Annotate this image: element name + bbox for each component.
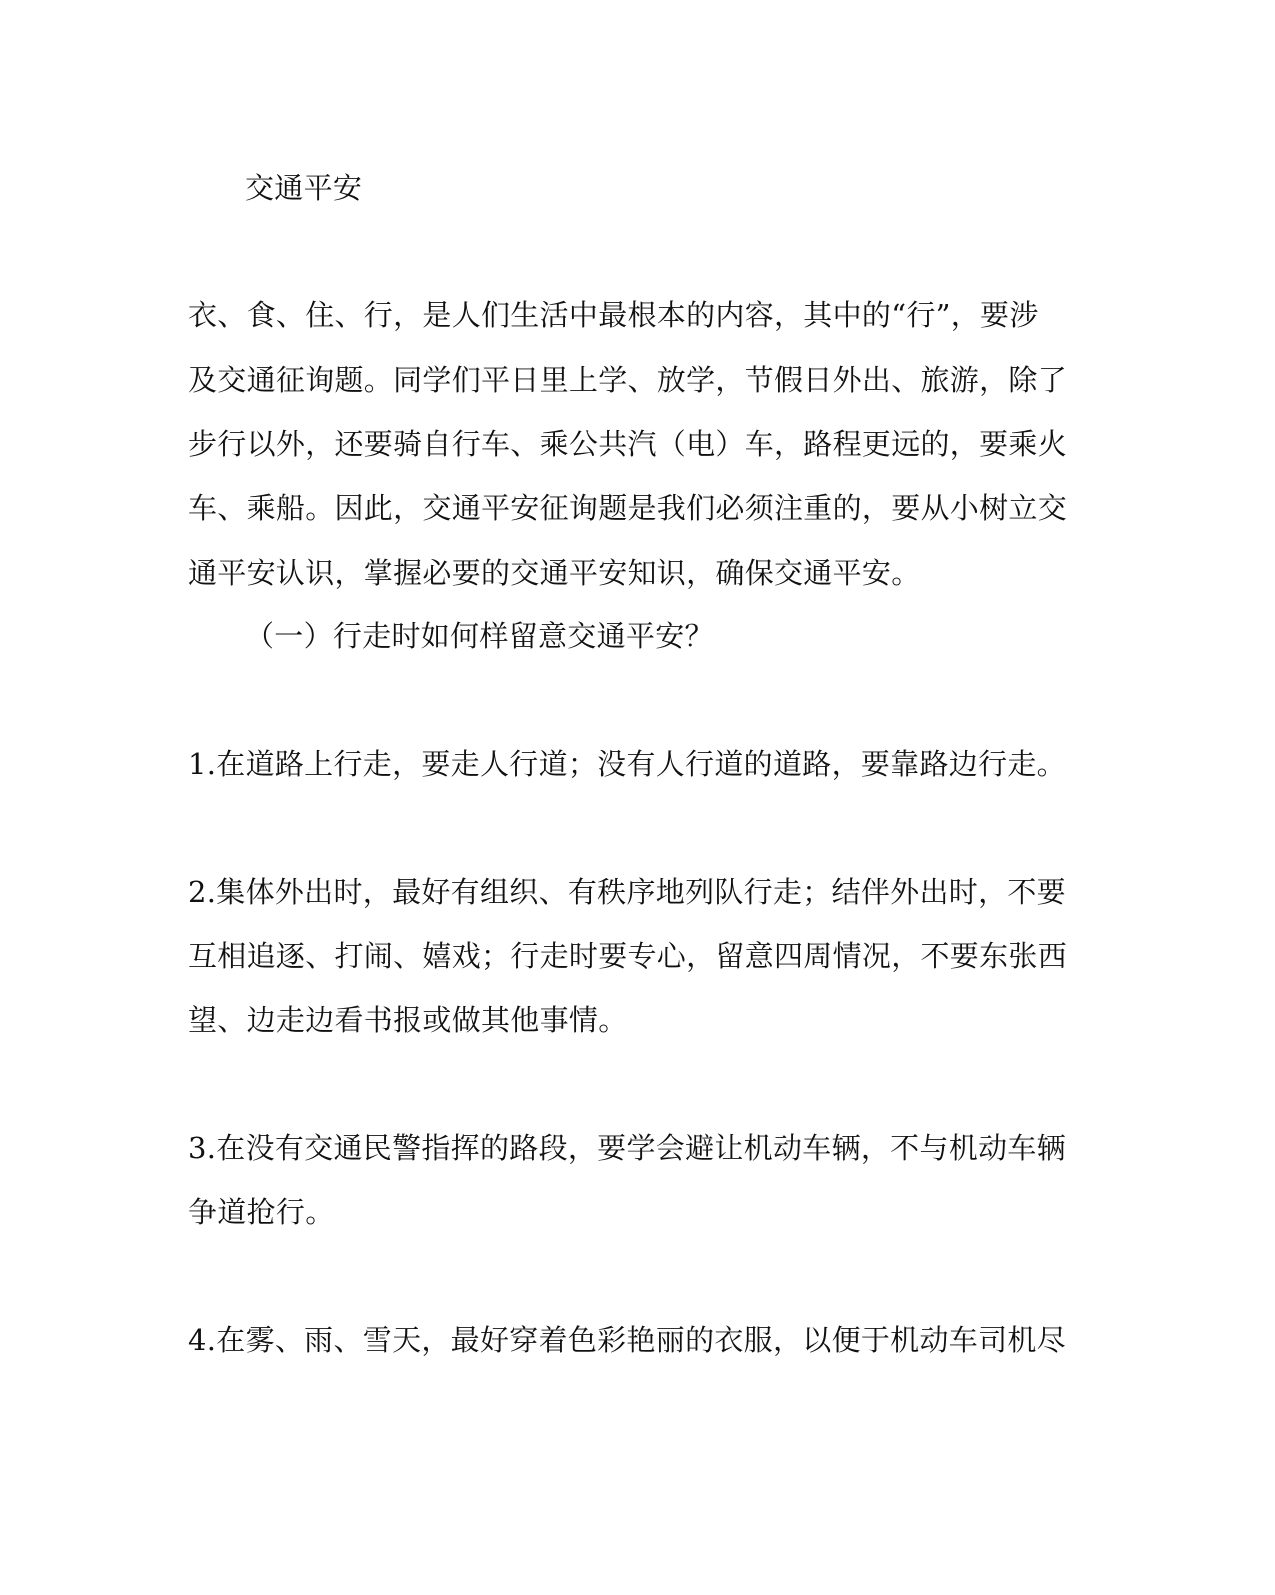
item-3-line-1: 3.在没有交通民警指挥的路段，要学会避让机动车辆，不与机动车辆	[188, 1131, 1066, 1165]
section-heading: （一）行走时如何样留意交通平安？	[245, 619, 714, 653]
intro-line-4: 车、乘船。因此，交通平安征询题是我们必须注重的，要从小树立交	[188, 491, 1068, 525]
item-3-line-2: 争道抢行。	[188, 1195, 335, 1229]
item-2-line-2: 互相追逐、打闹、嬉戏；行走时要专心，留意四周情况，不要东张西	[188, 939, 1068, 973]
item-4-line-1: 4.在雾、雨、雪天，最好穿着色彩艳丽的衣服，以便于机动车司机尽	[188, 1323, 1066, 1357]
item-2-line-1: 2.集体外出时，最好有组织、有秩序地列队行走；结伴外出时，不要	[188, 875, 1066, 909]
intro-line-5: 通平安认识，掌握必要的交通平安知识，确保交通平安。	[188, 556, 921, 590]
item-1-line-1: 1.在道路上行走，要走人行道；没有人行道的道路，要靠路边行走。	[188, 747, 1066, 781]
intro-line-1: 衣、食、住、行，是人们生活中最根本的内容，其中的“行”，要涉	[188, 298, 1039, 332]
intro-line-3: 步行以外，还要骑自行车、乘公共汽（电）车，路程更远的，要乘火	[188, 427, 1068, 461]
item-2-line-3: 望、边走边看书报或做其他事情。	[188, 1003, 628, 1037]
document-title: 交通平安	[245, 171, 363, 205]
intro-line-2: 及交通征询题。同学们平日里上学、放学，节假日外出、旅游，除了	[188, 363, 1068, 397]
